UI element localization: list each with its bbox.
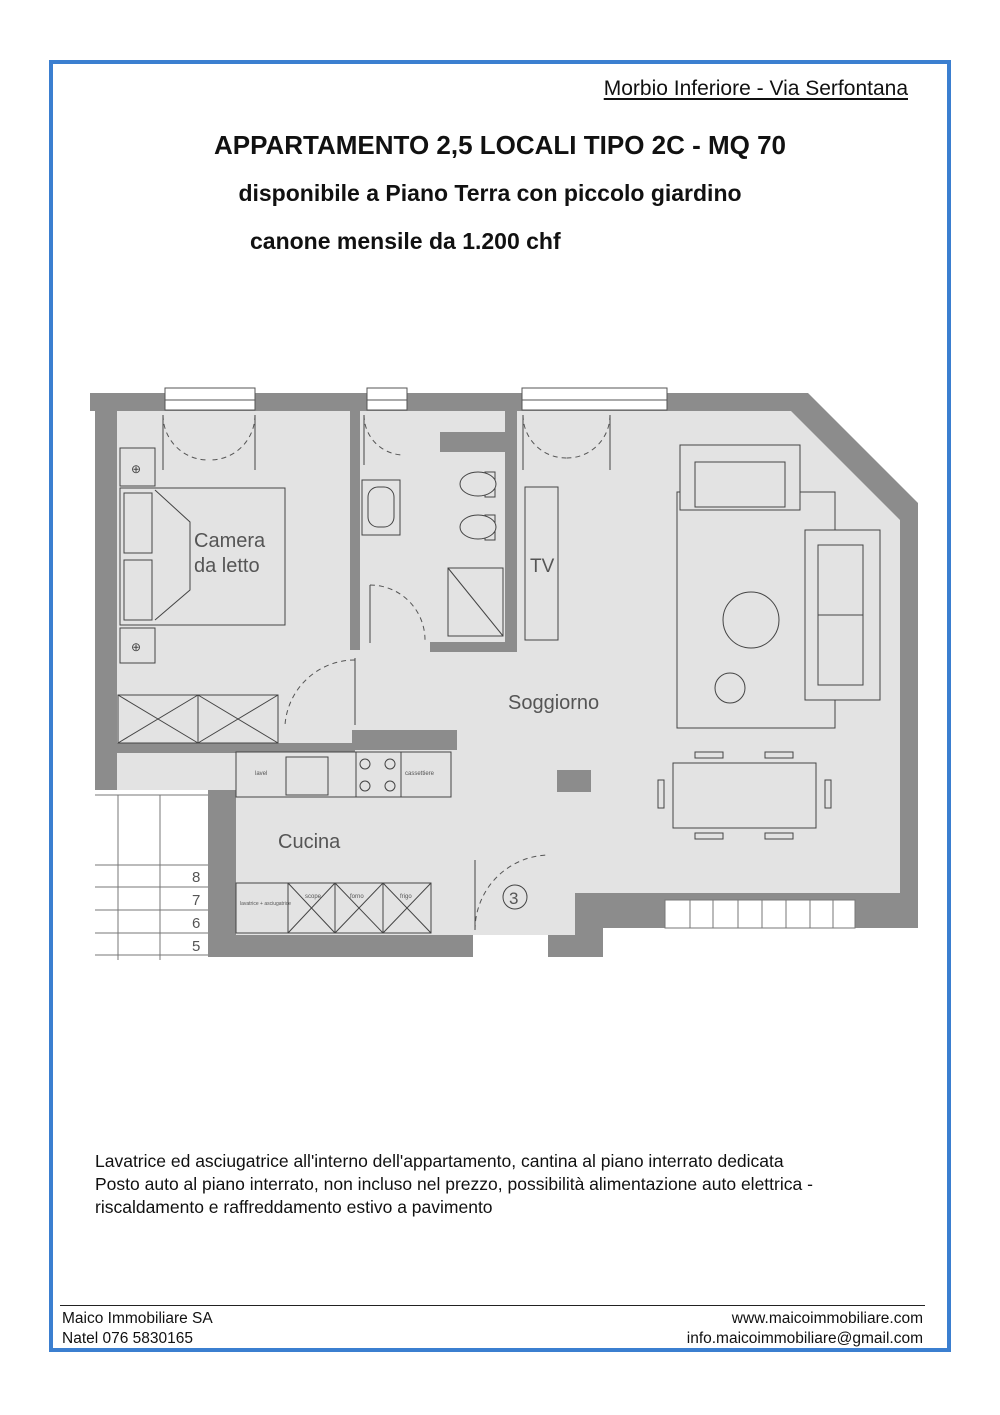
company-name: Maico Immobiliare SA xyxy=(62,1310,213,1327)
bedroom-bath-wall xyxy=(350,410,360,650)
right-wall xyxy=(900,518,918,928)
website-link[interactable]: www.maicoimmobiliare.com xyxy=(731,1310,923,1327)
footer-contact xyxy=(62,1309,213,1349)
kitchen-cabinets xyxy=(236,883,431,933)
kitchen-item-label: cassettiere xyxy=(405,771,435,777)
listing-title: APPARTAMENTO 2,5 LOCALI TIPO 2C - MQ 70 xyxy=(213,130,787,160)
left-wall xyxy=(95,410,117,790)
center-column xyxy=(557,770,591,792)
window-living xyxy=(522,388,667,410)
window-bath xyxy=(367,388,407,410)
stair-step-number: 6 xyxy=(192,915,201,932)
floor-plan xyxy=(84,384,924,974)
tv-label: TV xyxy=(530,556,555,577)
bath-bottom-wall xyxy=(430,642,517,652)
svg-text:⊕: ⊕ xyxy=(131,640,142,654)
phone-number: Natel 076 5830165 xyxy=(62,1330,194,1347)
bottom-wall-right xyxy=(548,935,576,957)
garden-wall-inner xyxy=(575,893,603,957)
living-room-label: Soggiorno xyxy=(508,692,600,714)
svg-text:⊕: ⊕ xyxy=(131,462,142,476)
kitchen-label: Cucina xyxy=(278,831,341,853)
bottom-wall xyxy=(208,935,473,957)
kitchen-left-wall xyxy=(208,790,236,945)
apartment-notes xyxy=(95,1150,889,1219)
bath-living-wall xyxy=(505,410,517,650)
cabinet-label: scope xyxy=(305,894,322,900)
cabinet-label: frigo xyxy=(400,894,412,900)
cabinet-label: lavatrice + asciugatrice xyxy=(240,901,291,907)
notes-line: Posto auto al piano interrato, non incluso nel prezzo, possibilità alimentazione auto elettrica - riscaldamento e raffreddamento estivo a pavimento xyxy=(95,1174,813,1217)
entrance-number: 3 xyxy=(509,889,519,908)
footer-web xyxy=(687,1309,923,1349)
window-bedroom xyxy=(165,388,255,410)
rent-price: canone mensile da 1.200 chf xyxy=(250,228,561,254)
listing-subtitle: disponibile a Piano Terra con piccolo giardino xyxy=(238,180,742,206)
kitchen-item-label: lavel xyxy=(255,771,268,777)
bedroom-label-1: Camera xyxy=(194,530,266,552)
footer-divider xyxy=(60,1305,925,1306)
email-link[interactable]: info.maicoimmobiliare@gmail.com xyxy=(686,1330,923,1347)
stair-step-number: 8 xyxy=(192,869,201,886)
bath-top-block xyxy=(440,432,505,452)
notes-line: Lavatrice ed asciugatrice all'interno dell'appartamento, cantina al piano interrato dedicata xyxy=(95,1151,784,1171)
garden-railing xyxy=(665,900,855,928)
kitchen-top-wall xyxy=(352,730,457,750)
bedroom-label-2: da letto xyxy=(194,555,260,577)
location-heading: Morbio Inferiore - Via Serfontana xyxy=(603,77,908,100)
stair-step-number: 5 xyxy=(192,938,201,955)
stair-step-number: 7 xyxy=(192,892,201,909)
cabinet-label: forno xyxy=(350,894,364,900)
wardrobe xyxy=(118,695,278,743)
